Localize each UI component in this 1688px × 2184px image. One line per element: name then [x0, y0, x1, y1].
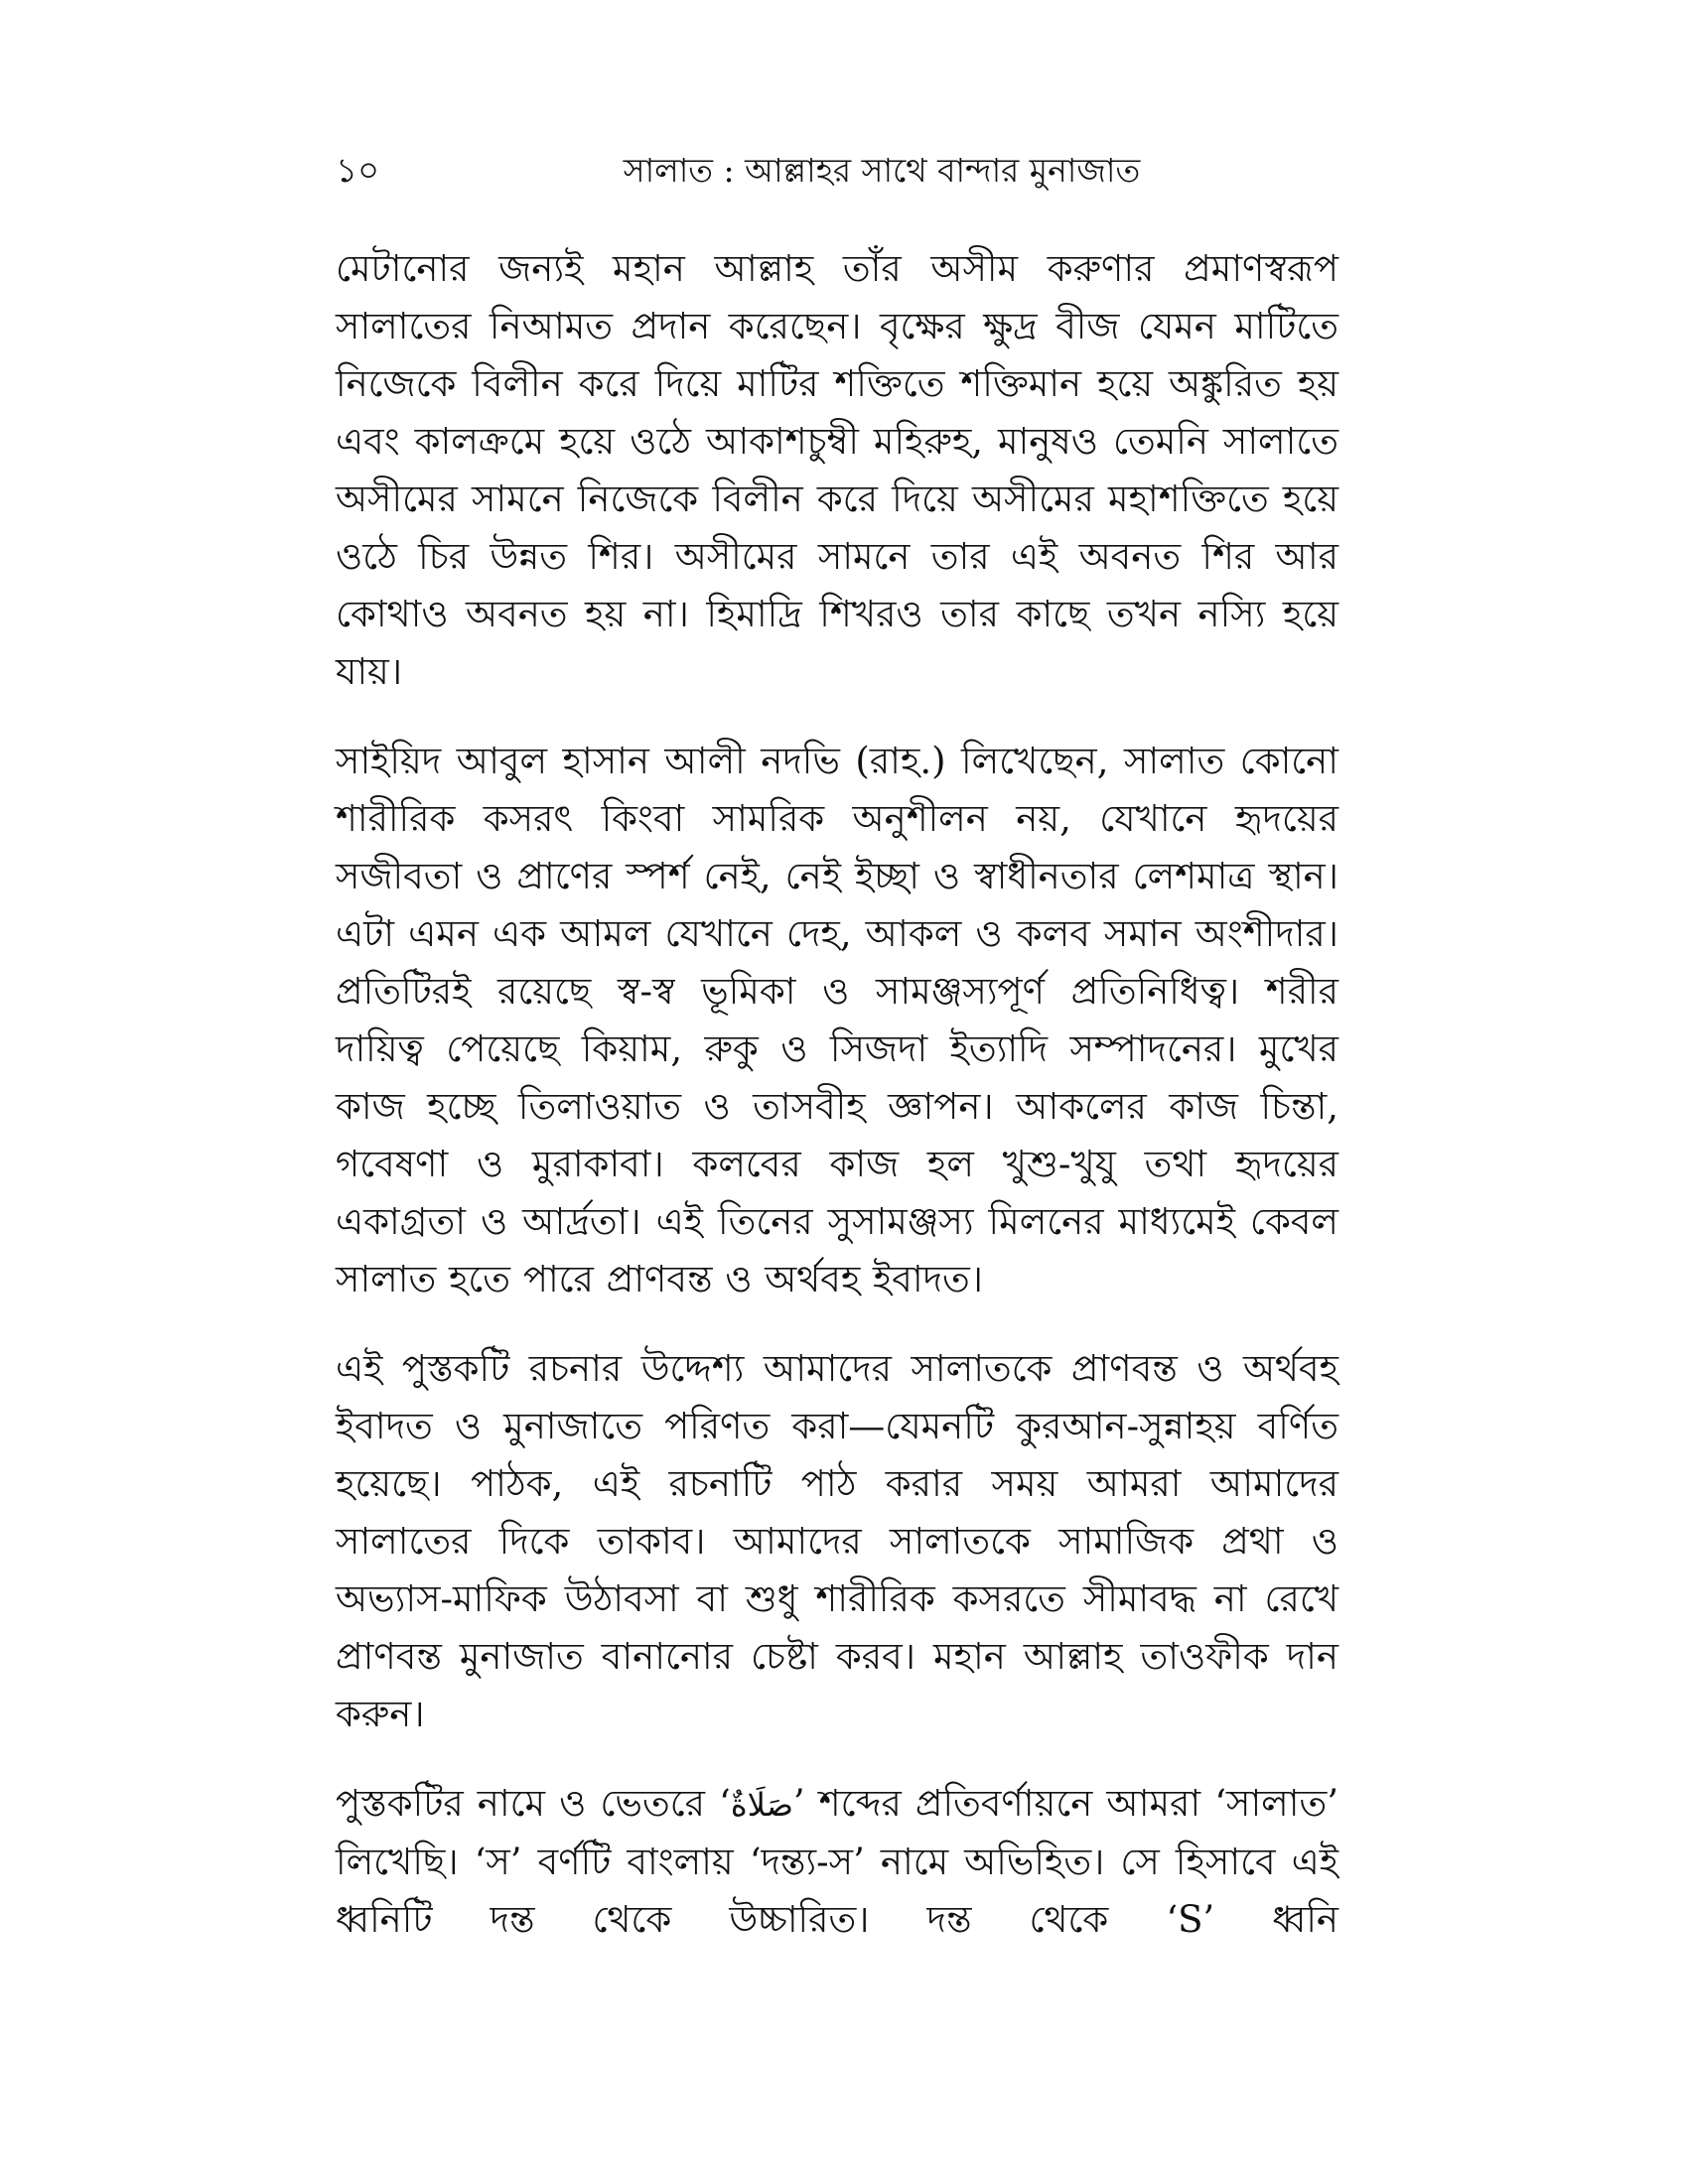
arabic-word: صَلَاةٌ [730, 1786, 793, 1824]
page-number: ১০ [336, 151, 380, 191]
running-title: সালাত : আল্লাহর সাথে বান্দার মুনাজাত [623, 151, 1141, 190]
paragraph-3: এই পুস্তকটি রচনার উদ্দেশ্য আমাদের সালাতকে প্রাণবন্ত ও অর্থবহ ইবাদত ও মুনাজাতে পরিণত করা—যেমনটি কুরআন-সুন্নাহয় বর্ণিত হয়েছে। পাঠক, এই রচনাটি পাঠ করার সময় আমরা আমাদের সালাতের দিকে তাকাব। আমাদের সালাতকে সামাজিক প্রথা ও অভ্যাস-মাফিক উঠাবসা বা শুধু শারীরিক কসরতে সীমাবদ্ধ না রেখে প্রাণবন্ত মুনাজাত বানানোর চেষ্টা করব। মহান আল্লাহ তাওফীক দান করুন। [336, 1347, 1338, 1735]
body-text [336, 240, 1338, 1949]
paragraph-4-text-end: ’ শব্দের প্রতিবর্ণায়নে আমরা ‘সালাত’ লিখেছি। ‘স’ বর্ণটি বাংলায় ‘দন্ত্য-স’ নামে অভিহিত। সে হিসাবে এই ধ্বনিটি দন্ত থেকে উচ্চারিত। দন্ত থেকে ‘S’ ধ্বনি [336, 1782, 1338, 1941]
paragraph-4-text-start: পুস্তকটির নামে ও ভেতরে ‘ [336, 1782, 731, 1825]
paragraph-4 [336, 1775, 1338, 1949]
running-header [336, 145, 1338, 197]
paragraph-2: সাইয়িদ আবুল হাসান আলী নদভি (রাহ.) লিখেছেন, সালাত কোনো শারীরিক কসরৎ কিংবা সামরিক অনুশীলন নয়, যেখানে হৃদয়ের সজীবতা ও প্রাণের স্পর্শ নেই, নেই ইচ্ছা ও স্বাধীনতার লেশমাত্র স্থান। এটা এমন এক আমল যেখানে দেহ, আকল ও কলব সমান অংশীদার। প্রতিটিরই রয়েছে স্ব-স্ব ভূমিকা ও সামঞ্জস্যপূর্ণ প্রতিনিধিত্ব। শরীর দায়িত্ব পেয়েছে কিয়াম, রুকু ও সিজদা ইত্যাদি সম্পাদনের। মুখের কাজ হচ্ছে তিলাওয়াত ও তাসবীহ জ্ঞাপন। আকলের কাজ চিন্তা, গবেষণা ও মুরাকাবা। কলবের কাজ হল খুশু-খুযু তথা হৃদয়ের একাগ্রতা ও আর্দ্রতা। এই তিনের সুসামঞ্জস্য মিলনের মাধ্যমেই কেবল সালাত হতে পারে প্রাণবন্ত ও অর্থবহ ইবাদত। [336, 740, 1338, 1300]
paragraph-1: মেটানোর জন্যই মহান আল্লাহ তাঁর অসীম করুণার প্রমাণস্বরূপ সালাতের নিআমত প্রদান করেছেন। বৃক্ষের ক্ষুদ্র বীজ যেমন মাটিতে নিজেকে বিলীন করে দিয়ে মাটির শক্তিতে শক্তিমান হয়ে অঙ্কুরিত হয় এবং কালক্রমে হয়ে ওঠে আকাশচুম্বী মহিরুহ, মানুষও তেমনি সালাতে অসীমের সামনে নিজেকে বিলীন করে দিয়ে অসীমের মহাশক্তিতে হয়ে ওঠে চির উন্নত শির। অসীমের সামনে তার এই অবনত শির আর কোথাও অবনত হয় না। হিমাদ্রি শিখরও তার কাছে তখন নস্যি হয়ে যায়। [336, 247, 1338, 693]
